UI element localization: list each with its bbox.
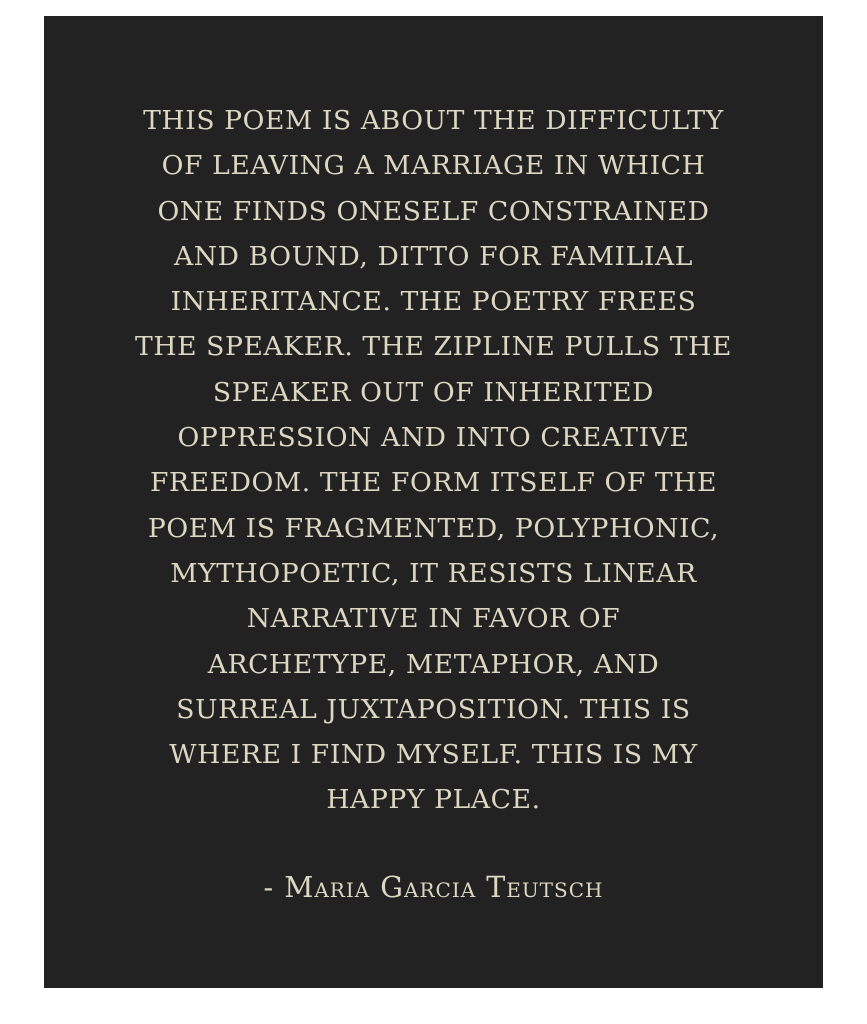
quote-line: OF LEAVING A MARRIAGE IN WHICH [161,150,706,182]
quote-line: THIS POEM IS ABOUT THE DIFFICULTY [143,105,724,136]
quote-line: NARRATIVE IN FAVOR OF [246,603,621,635]
quote-text [44,98,823,823]
quote-line: MYTHOPOETIC, IT RESISTS LINEAR [170,557,697,589]
quote-line: ARCHETYPE, METAPHOR, AND [207,648,660,680]
quote-line: AND BOUND, DITTO FOR FAMILIAL [173,240,694,272]
quote-line: SPEAKER OUT OF INHERITED [212,376,655,408]
quote-line: HAPPY PLACE. [326,784,541,816]
quote-attribution: - Maria Garcia Teutsch [263,871,604,904]
quote-line: ONE FINDS ONESELF CONSTRAINED [157,195,710,227]
quote-line: INHERITANCE. THE POETRY FREES [170,286,697,318]
quote-line: SURREAL JUXTAPOSITION. THIS IS [176,693,691,725]
quote-line: WHERE I FIND MYSELF. THIS IS MY [169,739,698,771]
quote-line: OPPRESSION AND INTO CREATIVE [177,422,690,454]
quote-line: FREEDOM. THE FORM ITSELF OF THE [149,467,718,499]
quote-line: POEM IS FRAGMENTED, POLYPHONIC, [147,512,720,544]
quote-line: THE SPEAKER. THE ZIPLINE PULLS THE [135,331,732,363]
quote-card [44,16,823,988]
